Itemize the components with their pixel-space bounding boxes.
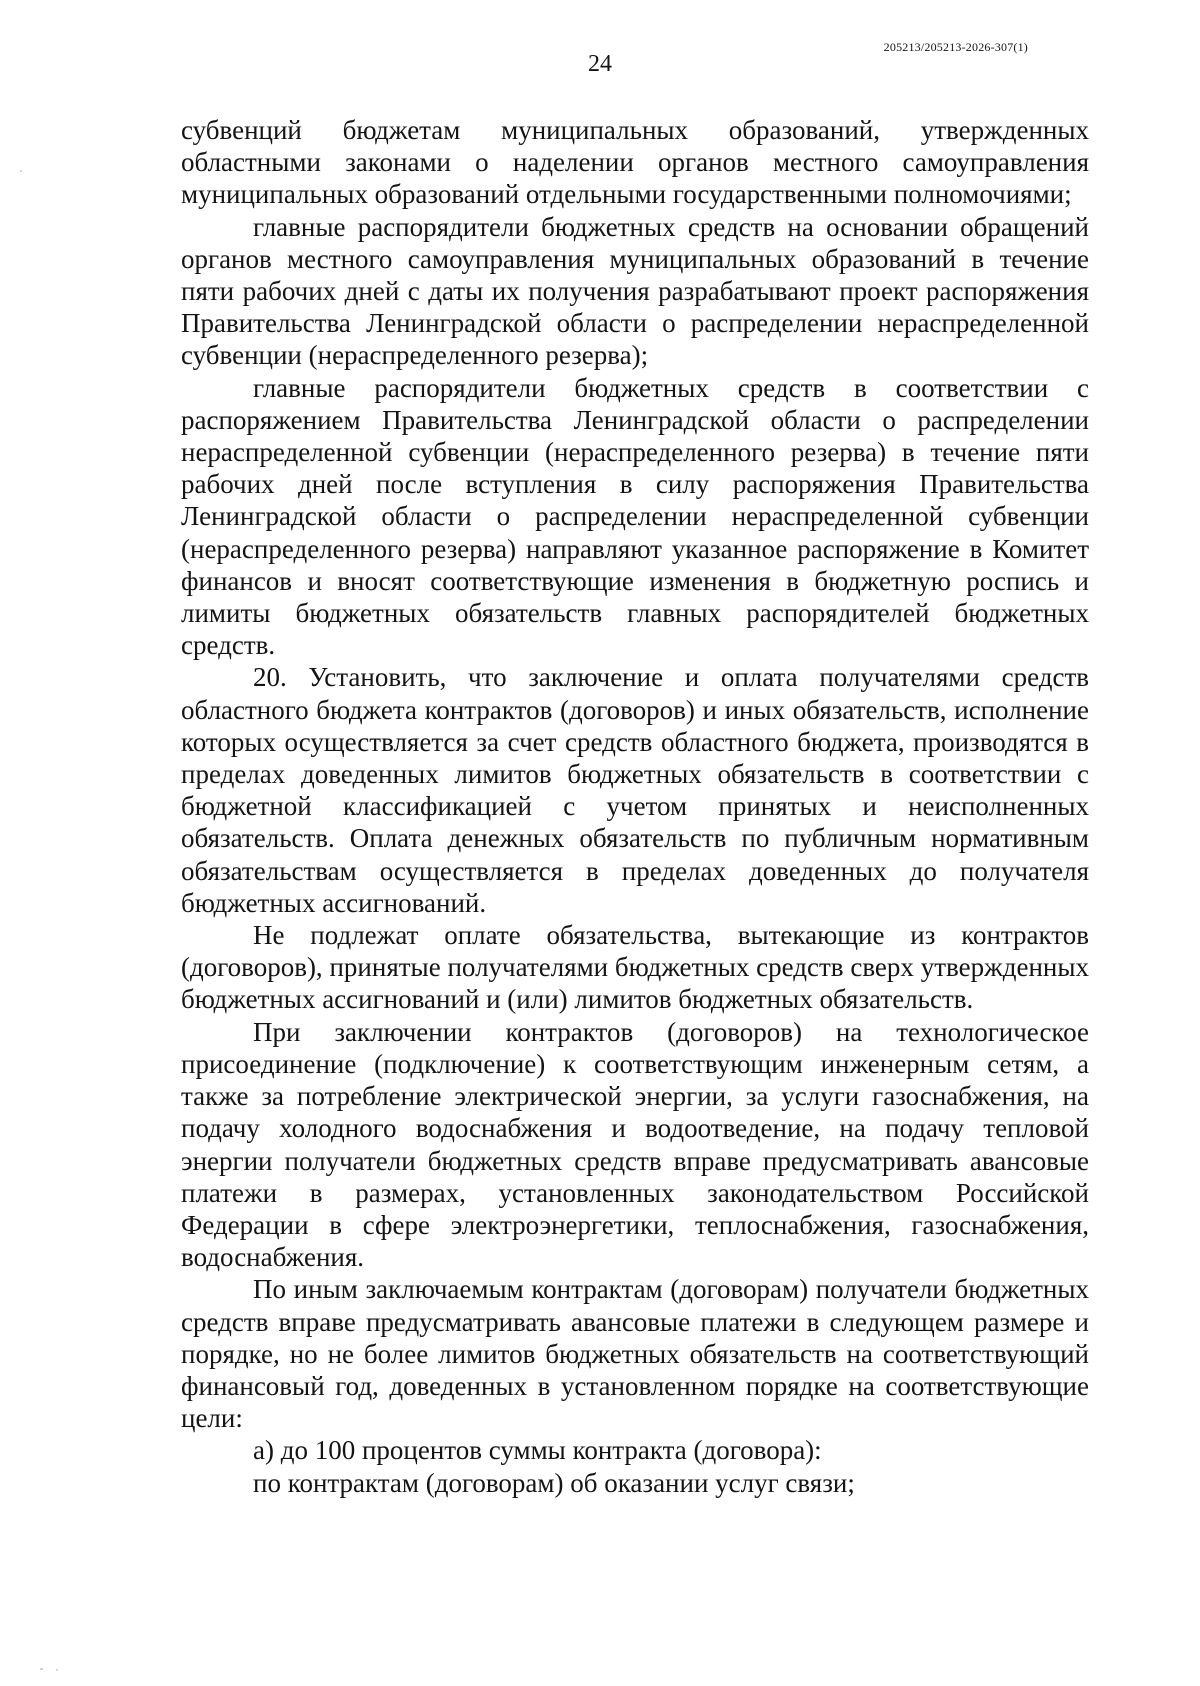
scan-speck: [20, 170, 22, 172]
page-number: 24: [588, 51, 612, 77]
document-id: 205213/205213-2026-307(1): [883, 40, 1028, 54]
scan-speck: [40, 1668, 43, 1670]
list-item-a: а) до 100 процентов суммы контракта (договора):: [253, 1435, 822, 1466]
list-item-communication-services: по контрактам (договорам) об оказании услуг связи;: [253, 1467, 855, 1498]
paragraph-utility-contracts: При заключении контрактов (договоров) на технологическое присоединение (подключение) к соответствующим инженерным сетям, а также за потребление электрической энергии, за услуги газоснабжения, на подачу холодного водоснабжения и водоотведение, на подачу тепловой энергии получатели бюджетных средств вправе предусматривать авансовые платежи в размерах, установленных законодательством Российской Федерации в сфере электроэнергетики, теплоснабжения, газоснабжения, водоснабжения.: [181, 1016, 1089, 1273]
paragraph-budget-changes: главные распорядители бюджетных средств в соответствии с распоряжением Правительства Ленинградской области о распределении нераспределенной субвенции (нераспределенного резерва) в течение пяти рабочих дней после вступления в силу распоряжения Правительства Ленинградской области о распределении нераспределенной субвенции (нераспределенного резерва) направляют указанное распоряжение в Комитет финансов и вносят соответствующие изменения в бюджетную роспись и лимиты бюджетных обязательств главных распорядителей бюджетных средств.: [181, 372, 1089, 661]
scan-speck: [56, 1669, 58, 1671]
paragraph-draft-order: главные распорядители бюджетных средств на основании обращений органов местного самоуправления муниципальных образований в течение пяти рабочих дней с даты их получения разрабатывают проект распоряжения Правительства Ленинградской области о распределении нераспределенной субвенции (нераспределенного резерва);: [181, 211, 1089, 371]
paragraph-subventions-continuation: субвенций бюджетам муниципальных образований, утвержденных областными законами о наделении органов местного самоуправления муниципальных образований отдельными государственными полномочиями;: [181, 115, 1089, 210]
paragraph-item-20: 20. Установить, что заключение и оплата получателями средств областного бюджета контрактов (договоров) и иных обязательств, исполнение которых осуществляется за счет средств областного бюджета, производятся в пределах доведенных лимитов бюджетных обязательств в соответствии с бюджетной классификацией с учетом принятых и неисполненных обязательств. Оплата денежных обязательств по публичным нормативным обязательствам осуществляется в пределах доведенных до получателя бюджетных ассигнований.: [181, 662, 1089, 918]
body-text: [181, 114, 1089, 1499]
paragraph-other-contracts: По иным заключаемым контрактам (договорам) получатели бюджетных средств вправе предусматривать авансовые платежи в следующем размере и порядке, но не более лимитов бюджетных обязательств на соответствующий финансовый год, доведенных в установленном порядке на соответствующие цели:: [181, 1274, 1089, 1434]
paragraph-not-payable: Не подлежат оплате обязательства, вытекающие из контрактов (договоров), принятые получателями бюджетных средств сверх утвержденных бюджетных ассигнований и (или) лимитов бюджетных обязательств.: [181, 920, 1089, 1015]
